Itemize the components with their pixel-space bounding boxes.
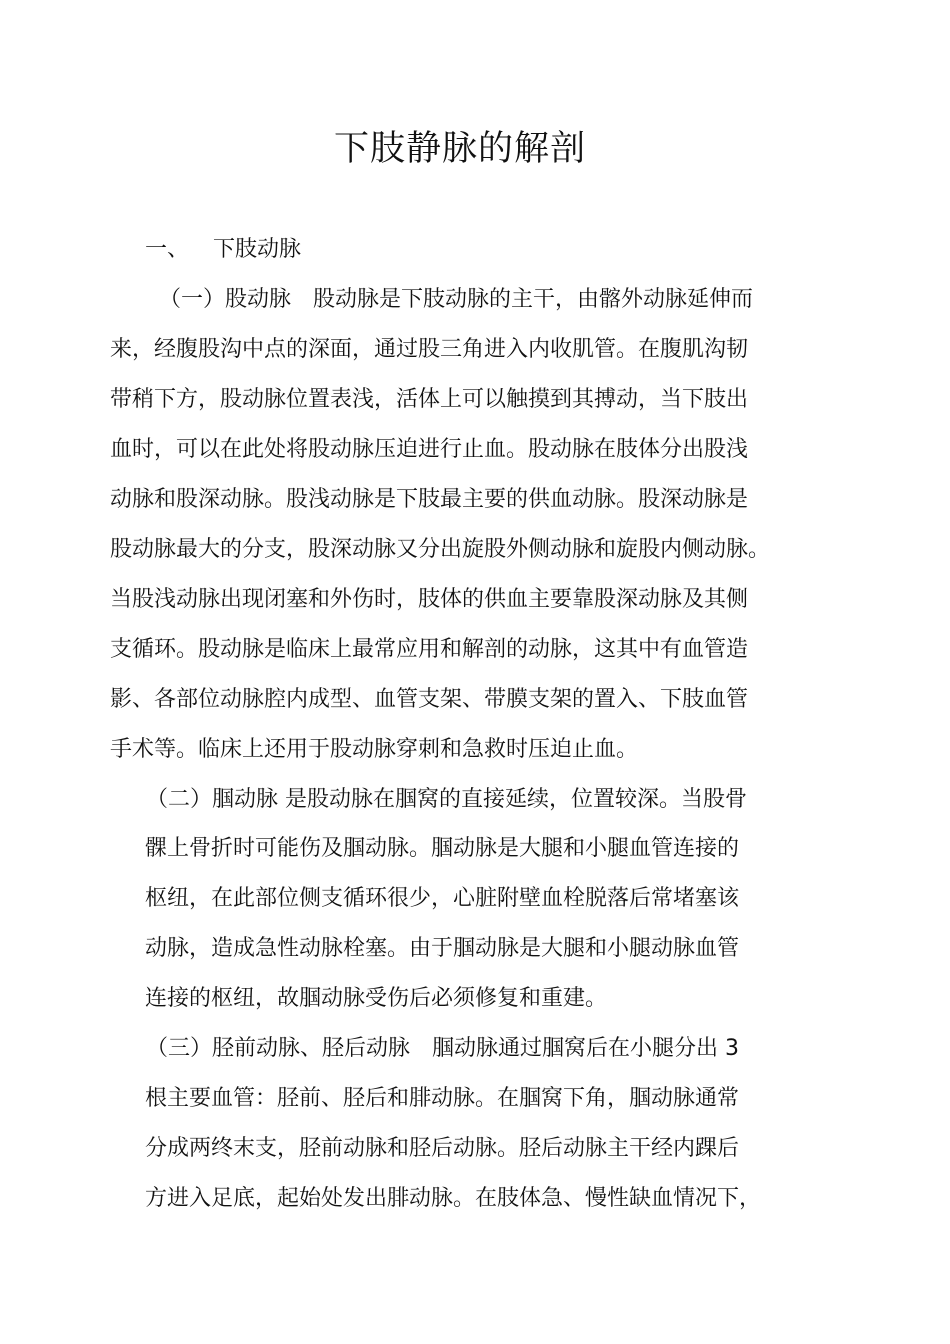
heading-text: 下肢动脉 — [213, 237, 302, 262]
heading-number: 一、 — [145, 237, 190, 262]
paragraph-line: （二）腘动脉 是股动脉在腘窝的直接延续，位置较深。当股骨 — [146, 787, 747, 812]
paragraph-line: 分成两终末支，胫前动脉和胫后动脉。胫后动脉主干经内踝后 — [145, 1136, 740, 1161]
paragraph-line: 连接的枢纽，故腘动脉受伤后必须修复和重建。 — [145, 986, 608, 1011]
paragraph-line: （一）股动脉 股动脉是下肢动脉的主干，由髂外动脉延伸而 — [159, 287, 754, 312]
paragraph-line: 当股浅动脉出现闭塞和外伤时，肢体的供血主要靠股深动脉及其侧 — [110, 587, 749, 612]
paragraph-line: 枢纽，在此部位侧支循环很少，心脏附壁血栓脱落后常堵塞该 — [145, 886, 740, 911]
paragraph-line: 影、各部位动脉腔内成型、血管支架、带膜支架的置入、下肢血管 — [110, 687, 749, 712]
paragraph-line: （三）胫前动脉、胫后动脉 腘动脉通过腘窝后在小腿分出 3 — [146, 1036, 739, 1061]
paragraph-line: 动脉，造成急性动脉栓塞。由于腘动脉是大腿和小腿动脉血管 — [145, 936, 740, 961]
paragraph-line: 根主要血管：胫前、胫后和腓动脉。在腘窝下角，腘动脉通常 — [145, 1086, 740, 1111]
paragraph-line: 方进入足底，起始处发出腓动脉。在肢体急、慢性缺血情况下， — [145, 1186, 762, 1211]
section-heading — [145, 232, 301, 268]
paragraph-line: 来，经腹股沟中点的深面，通过股三角进入内收肌管。在腹肌沟韧 — [110, 337, 749, 362]
paragraph-line: 手术等。临床上还用于股动脉穿刺和急救时压迫止血。 — [110, 737, 639, 762]
paragraph-line: 股动脉最大的分支，股深动脉又分出旋股外侧动脉和旋股内侧动脉。 — [110, 537, 771, 562]
paragraph-line: 带稍下方，股动脉位置表浅，活体上可以触摸到其搏动，当下肢出 — [110, 387, 749, 412]
paragraph-line: 支循环。股动脉是临床上最常应用和解剖的动脉，这其中有血管造 — [110, 637, 749, 662]
paragraph-line: 髁上骨折时可能伤及腘动脉。腘动脉是大腿和小腿血管连接的 — [145, 836, 740, 861]
paragraph-line: 血时，可以在此处将股动脉压迫进行止血。股动脉在肢体分出股浅 — [110, 437, 749, 462]
document-title: 下肢静脉的解剖 — [333, 129, 586, 169]
paragraph-line: 动脉和股深动脉。股浅动脉是下肢最主要的供血动脉。股深动脉是 — [110, 487, 749, 512]
